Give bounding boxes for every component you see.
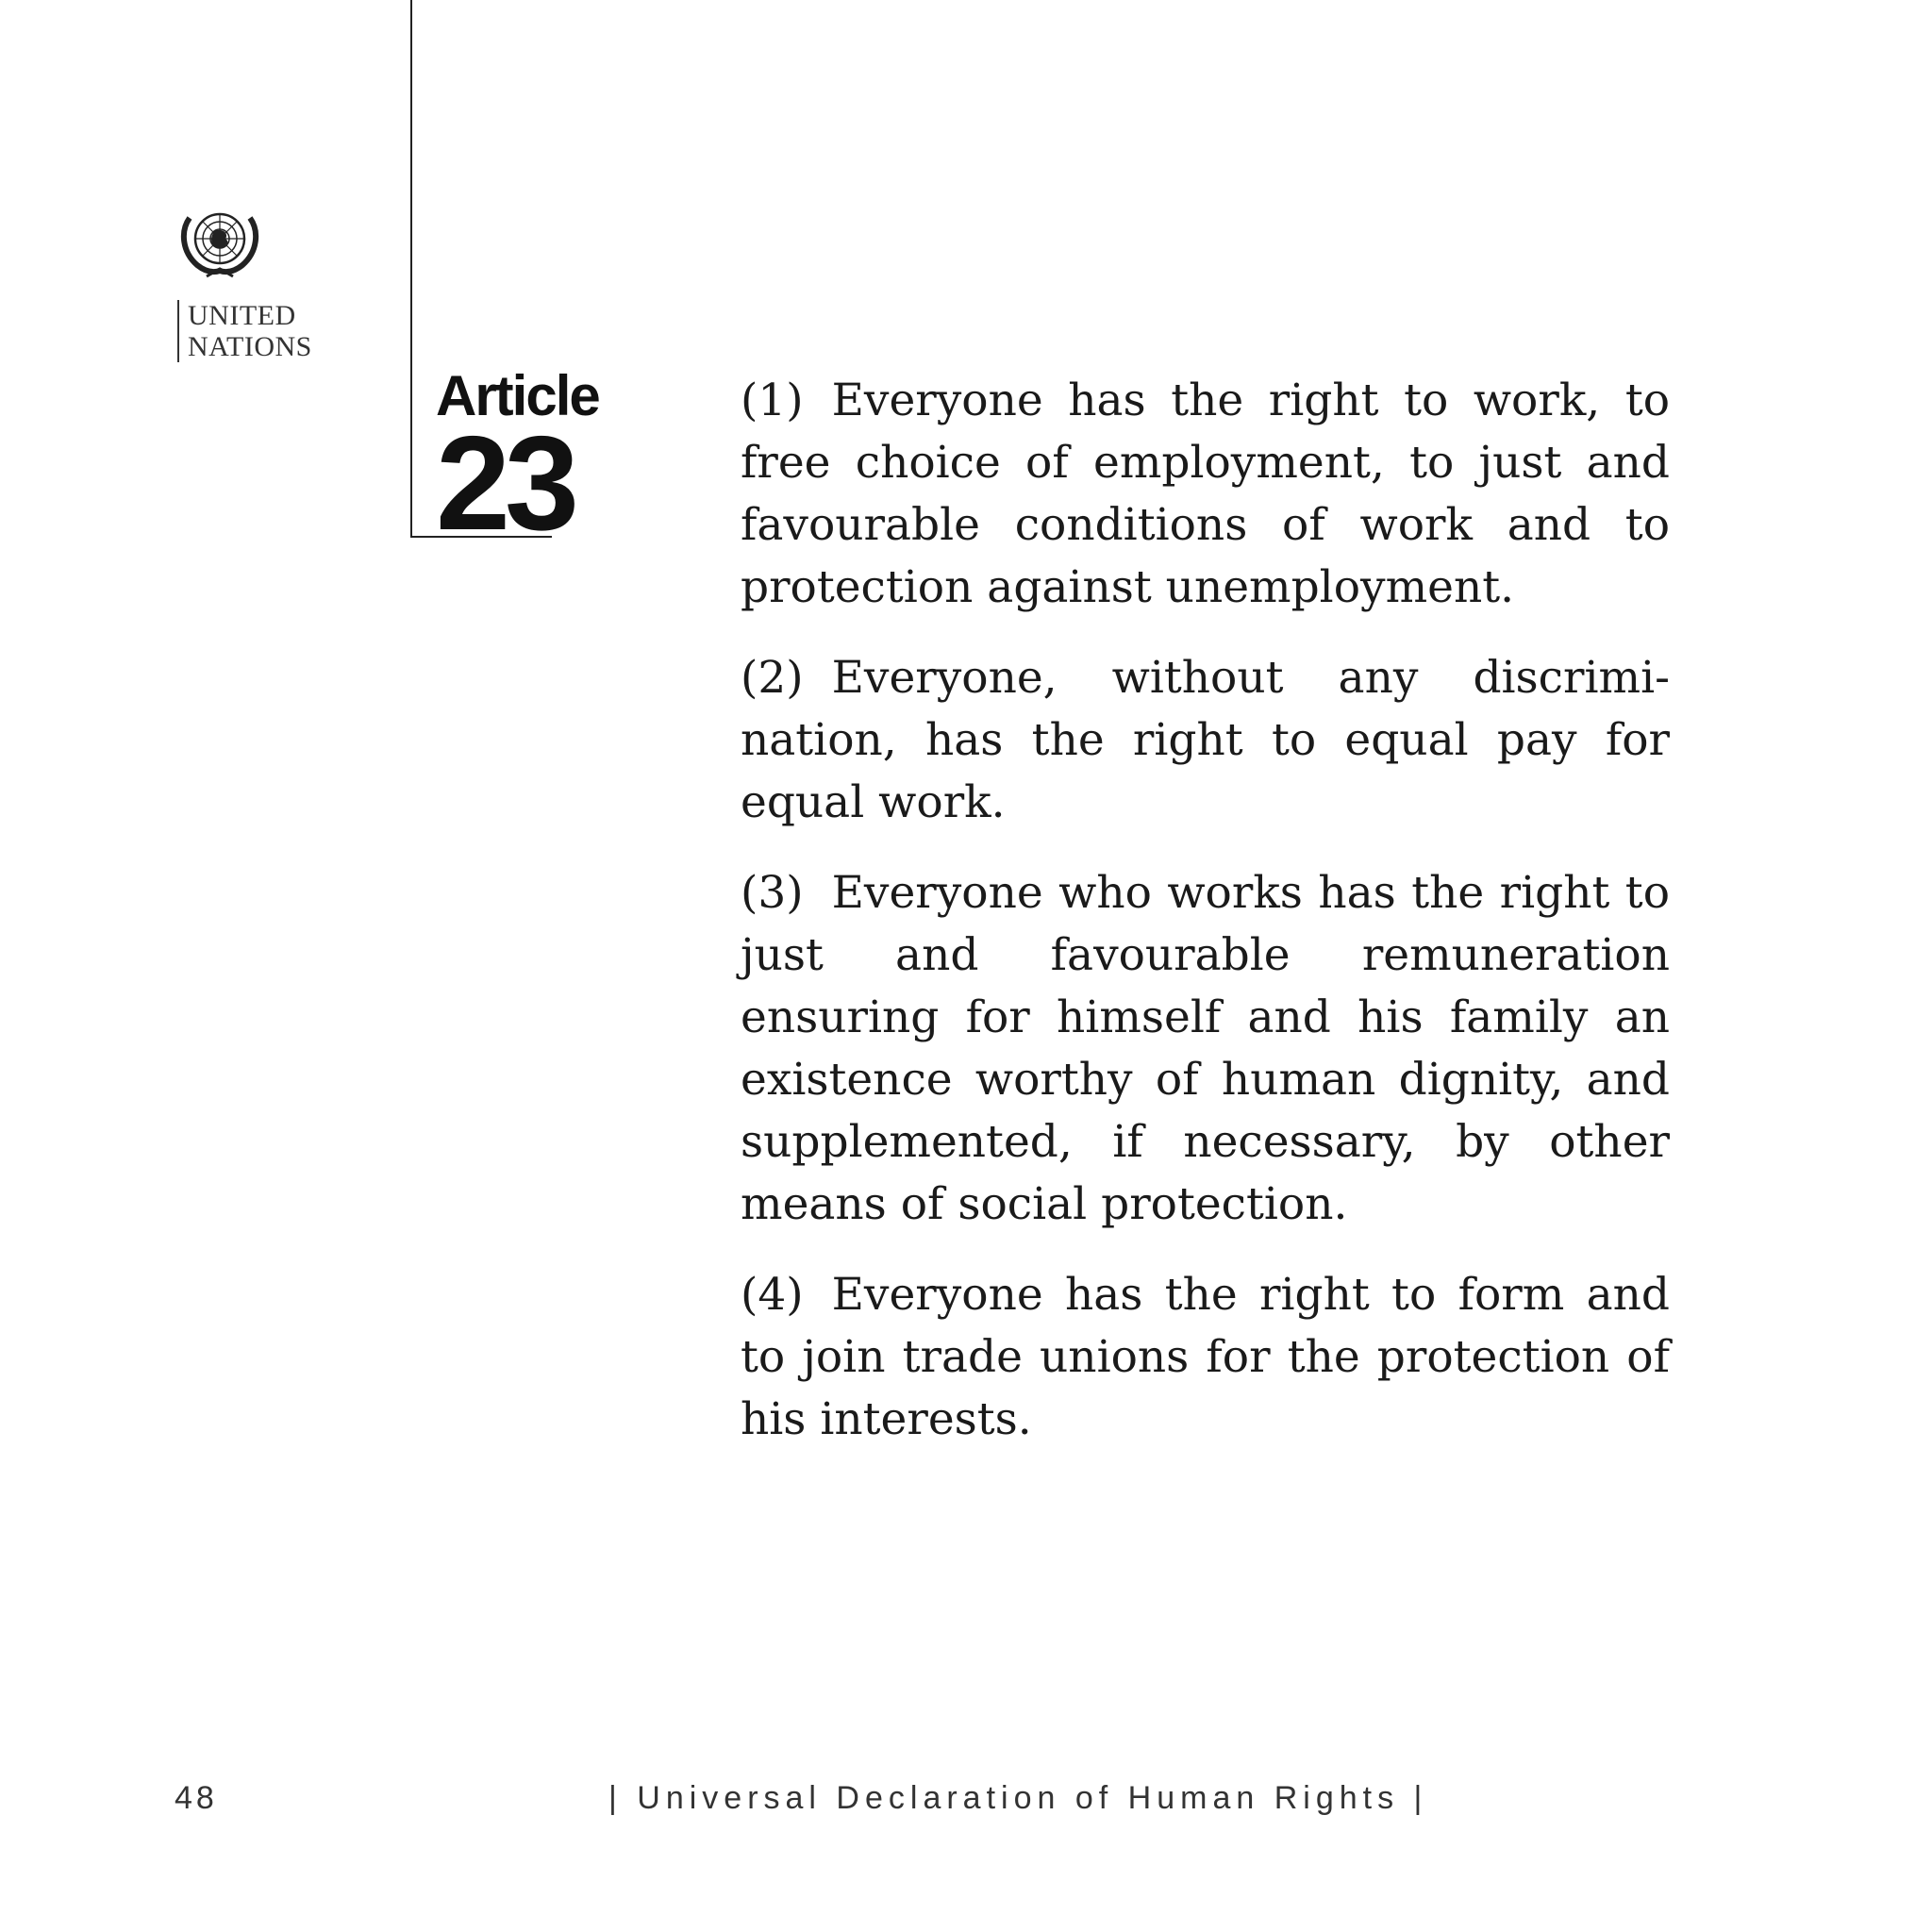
paragraph-text: Everyone, without any discrimination, has the right to equal pay for equal work. <box>741 652 1670 828</box>
running-footer-title: | Universal Declaration of Human Rights | <box>608 1780 1428 1816</box>
paragraph-number: (1) <box>741 375 804 426</box>
paragraph-number: (3) <box>741 867 804 919</box>
org-line-united: UNITED <box>188 300 296 331</box>
paragraph-3 <box>741 862 1670 1236</box>
article-number: 23 <box>436 408 574 558</box>
paragraph-number: (2) <box>741 652 804 704</box>
paragraph-text: Everyone has the right to form and to join trade unions for the protection of his interests. <box>741 1269 1670 1445</box>
paragraph-number: (4) <box>741 1269 804 1321</box>
vertical-rule <box>410 0 412 538</box>
page-number: 48 <box>175 1780 218 1816</box>
article-body <box>741 370 1670 1479</box>
paragraph-text: Everyone has the right to work, to free choice of employment, to just and favourable conditions of work and to protection against unemployment. <box>741 375 1670 613</box>
paragraph-4 <box>741 1264 1670 1451</box>
paragraph-text: Everyone who works has the right to just and favourable remuneration ensuring for himself and his family an existence worthy of human dignity, and supplemented, if necessary, by other means of social protection. <box>741 867 1670 1230</box>
paragraph-1 <box>741 370 1670 619</box>
organization-wordmark <box>177 300 312 362</box>
article-label: Article <box>436 364 599 427</box>
un-emblem-icon <box>173 201 267 282</box>
paragraph-2 <box>741 647 1670 834</box>
org-line-nations: NATIONS <box>188 331 312 362</box>
